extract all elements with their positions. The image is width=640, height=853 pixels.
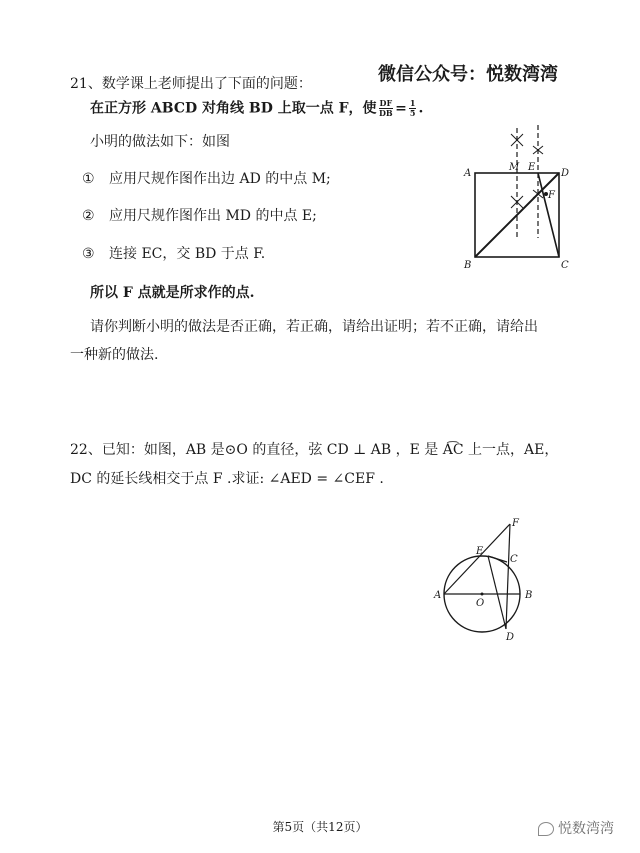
step2-number: ② (82, 208, 95, 224)
label-f: F (512, 518, 519, 529)
label-c: C (561, 260, 569, 271)
label-c: C (510, 554, 518, 565)
watermark-bottom (538, 818, 614, 838)
step3-number: ③ (82, 246, 95, 262)
watermark-bottom-text: 悦数湾湾 (558, 821, 614, 837)
segment-ec (538, 173, 559, 257)
step2-text: 应用尺规作图作出 MD 的中点 E; (109, 208, 317, 224)
q22-circle-figure (430, 512, 550, 647)
q21-question-line2: 一种新的做法. (70, 347, 159, 363)
center-o (481, 593, 484, 596)
frac2-numerator: 1 (409, 98, 416, 108)
q21-problem (90, 99, 423, 118)
q21-conclusion: 所以 F 点就是所求作的点. (90, 285, 255, 301)
label-a: A (464, 168, 472, 179)
step3-text: 连接 EC，交 BD 于点 F. (109, 246, 266, 262)
label-d: D (561, 168, 570, 179)
q21-step2 (82, 207, 317, 225)
q21-method: 小明的做法如下：如图 (90, 134, 230, 150)
q21-problem-post: . (418, 100, 424, 117)
frac1-denominator: DB (378, 108, 393, 118)
q21-step1 (82, 170, 331, 188)
q21-square-figure (460, 120, 580, 280)
label-d: D (506, 632, 515, 643)
label-e: E (528, 162, 536, 173)
label-e: E (476, 546, 484, 557)
step1-number: ① (82, 171, 95, 187)
q21-intro: 21、数学课上老师提出了下面的问题： (70, 76, 312, 92)
chat-bubble-icon (538, 822, 554, 836)
label-a: A (434, 590, 442, 601)
line-af (444, 524, 510, 594)
q21-fraction-df-db (379, 99, 394, 118)
label-f: F (548, 190, 555, 201)
frac1-numerator: DF (379, 98, 393, 108)
line-ec (488, 556, 507, 562)
q21-fraction-one-fifth (409, 99, 417, 118)
q21-step3 (82, 245, 265, 263)
label-m: M (509, 162, 520, 173)
q21-question-line1: 请你判断小明的做法是否正确，若正确，请给出证明；若不正确，请给出 (90, 319, 538, 335)
label-b: B (525, 590, 533, 601)
q21-problem-pre: 在正方形 ABCD 对角线 BD 上取一点 F，使 (90, 100, 377, 117)
line-ed (488, 556, 506, 629)
q22-line1: 22、已知：如图，AB 是⊙O 的直径，弦 CD ⊥ AB ，E 是 A͡C 上一点，AE， (70, 442, 559, 458)
page-footer: 第5页（共12页） (272, 820, 368, 834)
q22-line2: DC 的延长线相交于点 F .求证: ∠AED = ∠CEF . (70, 471, 384, 487)
line-df (506, 524, 510, 629)
step1-text: 应用尺规作图作出边 AD 的中点 M; (109, 171, 331, 187)
label-b: B (464, 260, 472, 271)
label-o: O (476, 598, 485, 609)
watermark-top: 微信公众号：悦数湾湾 (378, 64, 558, 85)
q21-eq: = (395, 100, 407, 117)
frac2-denominator: 5 (409, 108, 416, 118)
